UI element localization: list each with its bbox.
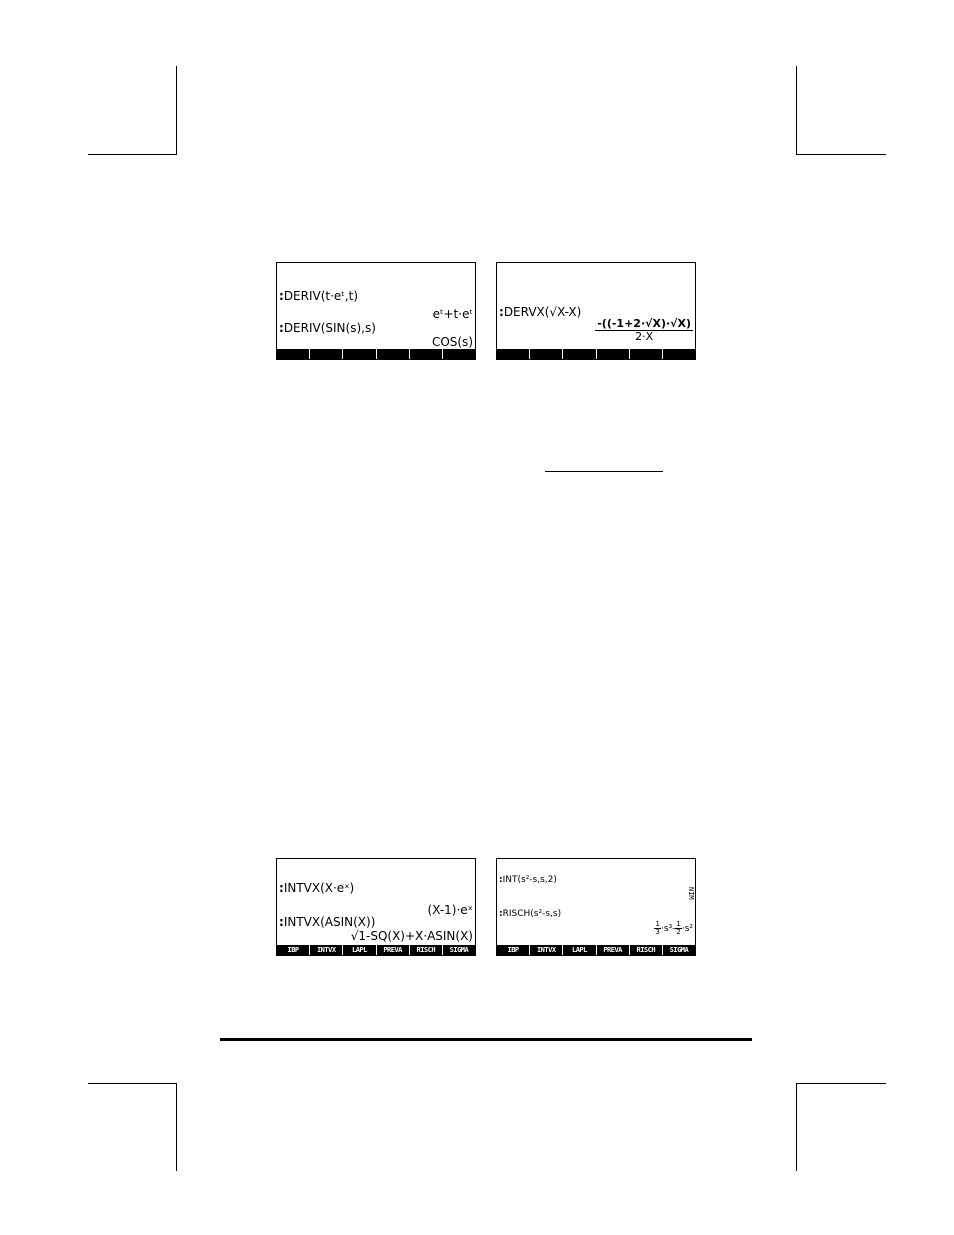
softkey-ibp[interactable]: IBP	[497, 945, 529, 955]
softkey-sigma[interactable]: SIGMA	[443, 945, 475, 955]
softkey-4[interactable]	[377, 349, 409, 359]
calculator-screen-deriv	[276, 262, 476, 360]
crop-mark-bottom-left-v	[176, 1083, 177, 1171]
stack-line-input-2: :DERIV(SIN(s),s)	[279, 321, 376, 335]
stack-line-input-1: :DERVX(√X-X)	[499, 305, 582, 319]
softkey-1[interactable]	[497, 349, 529, 359]
softkey-risch[interactable]: RISCH	[630, 945, 662, 955]
crop-mark-top-left-h	[88, 154, 177, 155]
crop-mark-bottom-left-h	[88, 1083, 177, 1084]
softkey-ibp[interactable]: IBP	[277, 945, 309, 955]
stack-line-input-2: :INTVX(ASIN(X))	[279, 915, 376, 929]
crop-mark-bottom-right-h	[796, 1083, 886, 1084]
softkey-menu-bar	[277, 945, 475, 955]
crop-mark-bottom-right-v	[796, 1083, 797, 1171]
softkey-6[interactable]	[663, 349, 695, 359]
softkey-5[interactable]	[410, 349, 442, 359]
stack-line-output-1: $\frac{1}{3}$ ·s³- $\frac{1}{2}$ ·s²	[655, 920, 693, 936]
stack-line-output-2: √1-SQ(X)+X·ASIN(X)	[350, 929, 473, 943]
softkey-preva[interactable]: PREVA	[377, 945, 409, 955]
stack-line-input-1: :INTVX(X·eˣ)	[279, 881, 355, 895]
crop-mark-top-right-v	[796, 66, 797, 154]
softkey-preva[interactable]: PREVA	[597, 945, 629, 955]
softkey-risch[interactable]: RISCH	[410, 945, 442, 955]
calculator-screen-dervx	[496, 262, 696, 360]
softkey-1[interactable]	[277, 349, 309, 359]
fraction-one-third: $\frac{1}{3}$	[655, 920, 660, 936]
softkey-2[interactable]	[530, 349, 562, 359]
softkey-5[interactable]	[630, 349, 662, 359]
softkey-6[interactable]	[443, 349, 475, 359]
stack-line-input-1: :DERIV(t·eᵗ,t)	[279, 289, 359, 303]
softkey-menu-bar	[497, 349, 695, 359]
stack-line-output-fraction	[595, 318, 693, 343]
softkey-lapl[interactable]: LAPL	[343, 945, 375, 955]
fraction-denominator: 2·X	[635, 330, 654, 343]
calculator-screen-risch	[496, 858, 696, 956]
footer-rule	[220, 1038, 752, 1041]
softkey-3[interactable]	[563, 349, 595, 359]
formula-fraction-line	[545, 471, 663, 472]
softkey-menu-bar	[277, 349, 475, 359]
stack-line-output-1: eᵗ+t·eᵗ	[432, 307, 473, 321]
stack-line-input-1: :INT(s²-s,s,2)	[499, 875, 557, 885]
stack-line-output-1: (X-1)·eˣ	[427, 903, 473, 917]
softkey-4[interactable]	[597, 349, 629, 359]
softkey-3[interactable]	[343, 349, 375, 359]
stack-line-output-2: COS(s)	[431, 335, 473, 349]
fraction-one-half: $\frac{1}{2}$	[676, 920, 681, 936]
crop-mark-top-left-v	[176, 66, 177, 154]
softkey-2[interactable]	[310, 349, 342, 359]
calculator-screen-intvx	[276, 858, 476, 956]
stack-line-input-2: :RISCH(s²-s,s)	[499, 909, 562, 919]
softkey-intvx[interactable]: INTVX	[530, 945, 562, 955]
softkey-sigma[interactable]: SIGMA	[663, 945, 695, 955]
crop-mark-top-right-h	[796, 154, 886, 155]
side-indicator-label: NIM	[687, 887, 695, 900]
fraction-numerator: -((-1+2·√X)·√X)	[597, 317, 691, 330]
softkey-lapl[interactable]: LAPL	[563, 945, 595, 955]
softkey-menu-bar	[497, 945, 695, 955]
softkey-intvx[interactable]: INTVX	[310, 945, 342, 955]
